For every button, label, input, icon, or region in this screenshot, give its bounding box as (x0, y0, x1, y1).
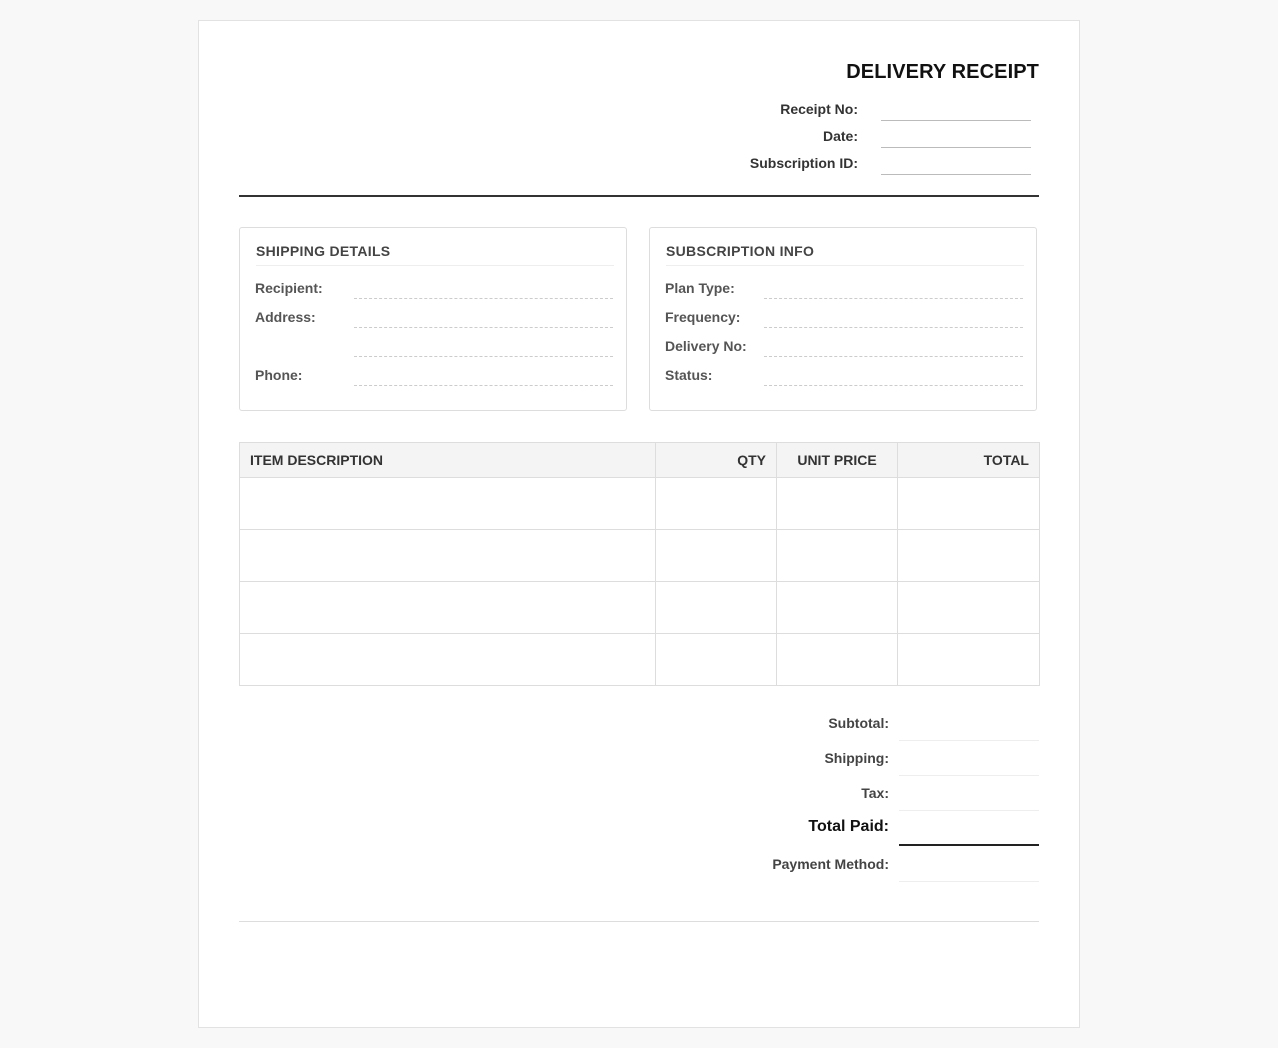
column-header-total: TOTAL (898, 443, 1040, 478)
items-header-row (240, 443, 1040, 478)
table-row (240, 634, 1040, 686)
shipping-details-box (239, 227, 627, 411)
shipping-cost-label: Shipping: (824, 750, 889, 766)
item-qty-cell[interactable] (656, 582, 777, 634)
subtotal-label: Subtotal: (828, 715, 889, 731)
table-row (240, 478, 1040, 530)
status-field[interactable] (764, 385, 1023, 386)
item-qty-cell[interactable] (656, 478, 777, 530)
date-label: Date: (822, 128, 858, 144)
payment-method-field[interactable] (899, 881, 1039, 882)
footer-divider (239, 921, 1039, 922)
subscription-info-box (649, 227, 1037, 411)
item-description-cell[interactable] (240, 634, 656, 686)
payment-method-label: Payment Method: (772, 856, 889, 872)
receipt-page (198, 20, 1080, 1028)
table-row (240, 530, 1040, 582)
receipt-no-label: Receipt No: (780, 101, 858, 117)
item-unit-price-cell[interactable] (777, 530, 898, 582)
header-divider (239, 195, 1039, 197)
total-paid-label: Total Paid: (808, 818, 889, 835)
receipt-content (239, 21, 1039, 1027)
item-total-cell[interactable] (898, 582, 1040, 634)
subscription-id-row (239, 154, 1039, 178)
item-unit-price-cell[interactable] (777, 478, 898, 530)
subscription-info-title: SUBSCRIPTION INFO (666, 243, 1024, 266)
plan-type-label: Plan Type: (665, 280, 735, 296)
phone-label: Phone: (255, 367, 303, 383)
item-total-cell[interactable] (898, 530, 1040, 582)
item-qty-cell[interactable] (656, 634, 777, 686)
item-unit-price-cell[interactable] (777, 582, 898, 634)
item-qty-cell[interactable] (656, 530, 777, 582)
subscription-id-label: Subscription ID: (749, 155, 858, 171)
date-field[interactable] (881, 147, 1031, 148)
subtotal-field[interactable] (899, 740, 1039, 741)
receipt-title: DELIVERY RECEIPT (846, 61, 1039, 83)
subscription-id-field[interactable] (881, 174, 1031, 175)
item-total-cell[interactable] (898, 478, 1040, 530)
column-header-unit-price: UNIT PRICE (777, 443, 898, 478)
receipt-no-field[interactable] (881, 120, 1031, 121)
plan-type-field[interactable] (764, 298, 1023, 299)
address-field-line-1[interactable] (354, 327, 613, 328)
address-field-line-2[interactable] (354, 356, 613, 357)
column-header-description: ITEM DESCRIPTION (240, 443, 656, 478)
shipping-details-title: SHIPPING DETAILS (256, 243, 614, 266)
date-row (239, 127, 1039, 151)
recipient-field[interactable] (354, 298, 613, 299)
table-row (240, 582, 1040, 634)
frequency-field[interactable] (764, 327, 1023, 328)
receipt-no-row (239, 100, 1039, 124)
status-label: Status: (665, 367, 713, 383)
item-description-cell[interactable] (240, 582, 656, 634)
recipient-label: Recipient: (255, 280, 323, 296)
total-paid-field[interactable] (899, 844, 1039, 846)
item-total-cell[interactable] (898, 634, 1040, 686)
item-description-cell[interactable] (240, 478, 656, 530)
address-label: Address: (255, 309, 316, 325)
items-table (239, 442, 1040, 686)
shipping-cost-field[interactable] (899, 775, 1039, 776)
phone-field[interactable] (354, 385, 613, 386)
item-unit-price-cell[interactable] (777, 634, 898, 686)
tax-label: Tax: (861, 785, 889, 801)
column-header-qty: QTY (656, 443, 777, 478)
frequency-label: Frequency: (665, 309, 741, 325)
item-description-cell[interactable] (240, 530, 656, 582)
delivery-no-field[interactable] (764, 356, 1023, 357)
delivery-no-label: Delivery No: (665, 338, 747, 354)
tax-field[interactable] (899, 810, 1039, 811)
